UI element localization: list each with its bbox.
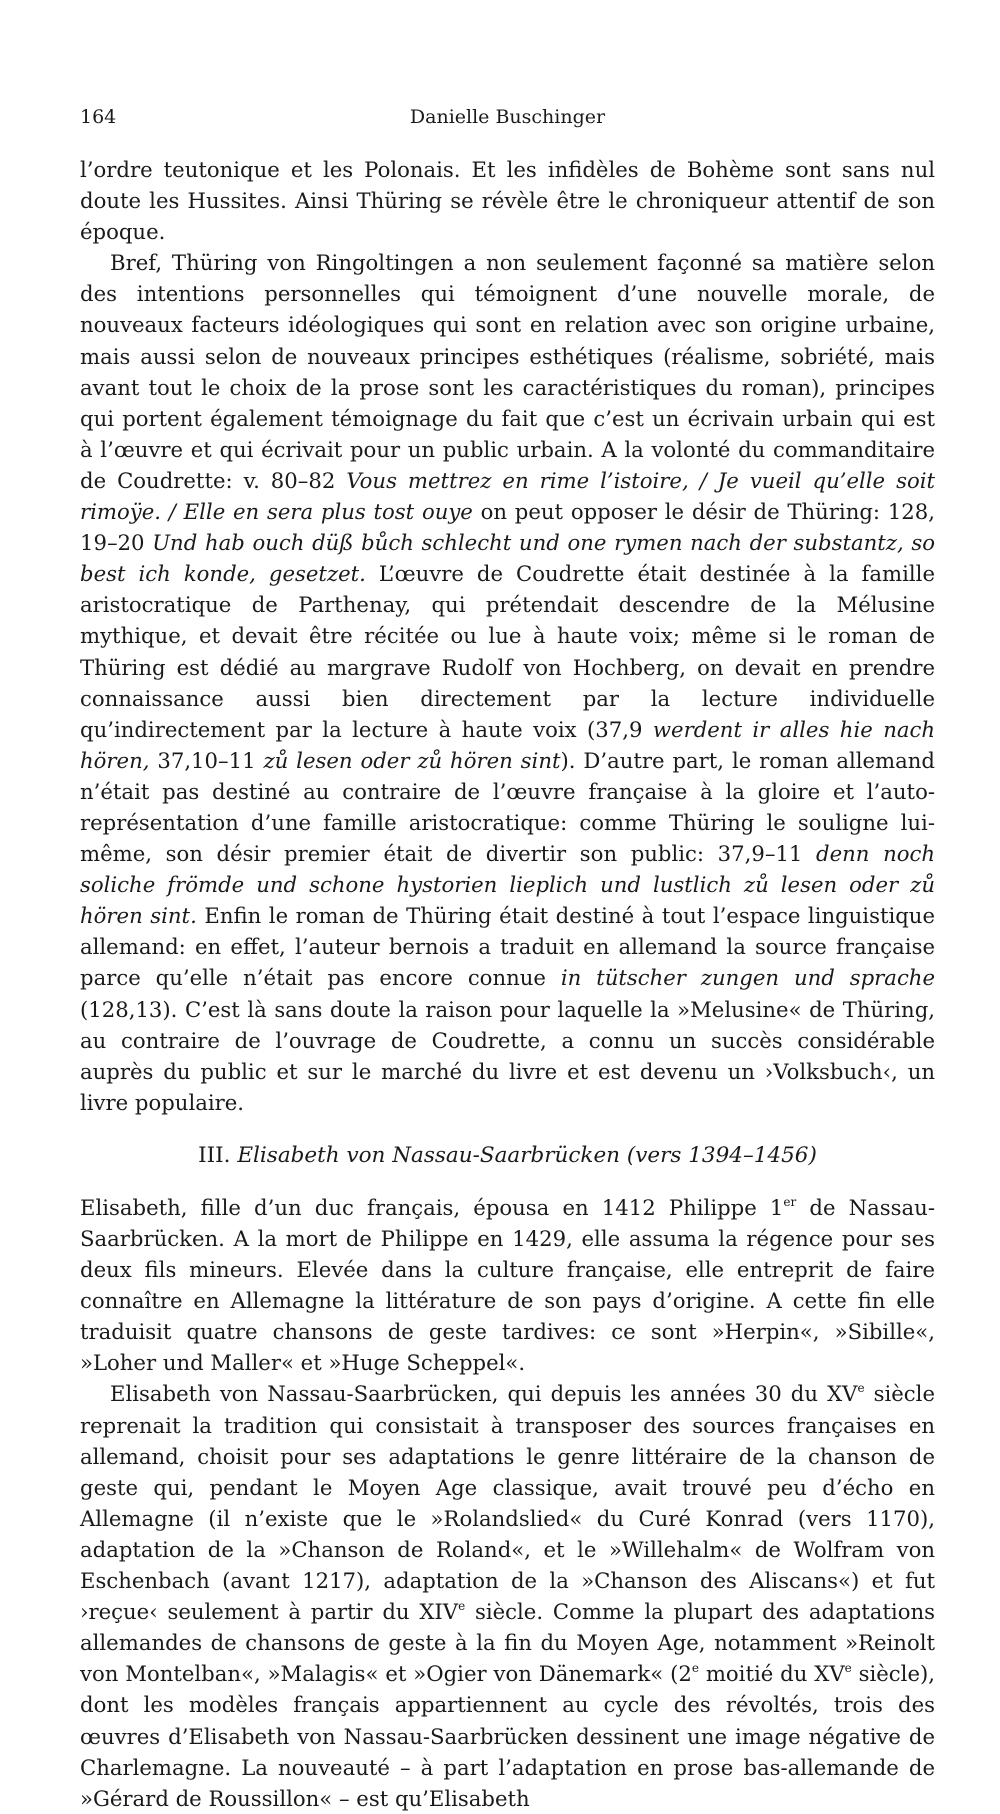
- text-run: L’œuvre de Coudrette était destinée à la famille aristocratique de Parthenay, qui prétendait descendre de la Mélusine mythique, et devait être récitée ou lue à haute voix; même si le roman de Thüring est dédié au margrave Rudolf von Hochberg, on devait en prendre connaissance aussi bien directement par la lecture individuelle qu’indirectement par la lecture à haute voix (37,9: [80, 561, 935, 742]
- superscript: e: [691, 1661, 699, 1676]
- section-heading: [80, 1140, 935, 1172]
- page-header: [80, 100, 935, 134]
- quotation-italic: werdent ir alles hie nach hören,: [80, 716, 935, 773]
- section-number: III.: [198, 1142, 231, 1168]
- paragraph-3: [80, 1192, 935, 1379]
- quotation-italic: Und hab ouch düß bůch schlecht und one rymen nach der substantz, so best ich konde, gesetzet.: [80, 530, 936, 587]
- text-run: de Nassau-Saarbrücken. A la mort de Philippe en 1429, elle assuma la régence pour ses deux fils mineurs. Elevée dans la culture française, elle entreprit de faire connaître en Allemagne la littérature de son pays d’origine. A cette fin elle traduisit quatre chansons de geste tardives: ce sont »Herpin«, »Sibille«, »Loher und Maller« et »Huge Scheppel«.: [80, 1194, 935, 1376]
- text-run: l’ordre teutonique et les Polonais. Et les infidèles de Bohème sont sans nul doute les Hussites. Ainsi Thüring se révèle être le chroniqueur attentif de son époque.: [80, 157, 935, 245]
- text-run: 37,10–11: [149, 747, 264, 773]
- text-run: moitié du XV: [698, 1661, 845, 1687]
- running-head: Danielle Buschinger: [409, 106, 606, 128]
- superscript: e: [844, 1661, 852, 1676]
- paragraph-2: [80, 247, 935, 1118]
- paragraph-1: [80, 154, 935, 247]
- superscript: e: [458, 1599, 466, 1614]
- text-run: Elisabeth, fille d’un duc français, épousa en 1412 Philippe 1: [80, 1194, 784, 1220]
- paragraph-4: [80, 1378, 935, 1813]
- body-text: [80, 154, 935, 1814]
- text-run: siècle), dont les modèles français appartiennent au cycle des révoltés, trois des œuvres d’Elisabeth von Nassau-Saarbrücken dessinent une image négative de Charlemagne. La nouveauté – à part l’adaptation en prose bas-allemande de »Gérard de Roussillon« – est qu’Elisabeth: [80, 1661, 935, 1811]
- text-run: ). D’autre part, le roman allemand n’était pas destiné au contraire de l’œuvre française à la gloire et l’auto-représentation d’une famille aristocratique: comme Thüring le souligne lui-même, son désir premier était de divertir son public: 37,9–11: [80, 747, 935, 867]
- section-title: Elisabeth von Nassau-Saarbrücken (vers 1394–1456): [237, 1142, 817, 1168]
- text-run: siècle. Comme la plupart des adaptations allemandes de chansons de geste à la fin du Moyen Age, notamment »Reinolt von Montelban«, »Malagis« et »Ogier von Dänemark« (2: [80, 1599, 935, 1687]
- quotation-italic: zů lesen oder zů hören sint: [263, 747, 561, 773]
- text-run: Bref, Thüring von Ringoltingen a non seulement façonné sa matière selon des intentions personnelles qui témoignent d’une nouvelle morale, de nouveaux facteurs idéologiques qui sont en relation avec son origine urbaine, mais aussi selon de nouveaux principes esthétiques (réalisme, sobriété, mais avant tout le choix de la prose sont les caractéristiques du roman), principes qui portent également témoignage du fait que c’est un écrivain urbain qui est à l’œuvre et qui écrivait pour un public urbain. A la volonté du commanditaire de Coudrette: v. 80–82: [80, 250, 935, 493]
- superscript: er: [783, 1194, 797, 1209]
- quotation-italic: in tütscher zungen und sprache: [560, 965, 935, 991]
- text-run: Elisabeth von Nassau-Saarbrücken, qui depuis les années 30 du XV: [110, 1381, 858, 1407]
- page-number: 164: [80, 106, 117, 128]
- superscript: e: [857, 1381, 865, 1396]
- text-run: (128,13). C’est là sans doute la raison pour laquelle la »Melusine« de Thüring, au contraire de l’ouvrage de Coudrette, a connu un succès considérable auprès du public et sur le marché du livre et est devenu un ›Volksbuch‹, un livre populaire.: [80, 996, 935, 1115]
- text-run: siècle reprenait la tradition qui consistait à transposer des sources françaises en allemand, choisit pour ses adaptations le genre littéraire de la chanson de geste qui, pendant le Moyen Age classique, avait trouvé peu d’écho en Allemagne (il n’existe que le »Rolandslied« du Curé Konrad (vers 1170), adaptation de la »Chanson de Roland«, et le »Willehalm« de Wolfram von Eschenbach (avant 1217), adaptation de la »Chanson des Aliscans«) et fut ›reçue‹ seulement à partir du XIV: [80, 1381, 935, 1625]
- text-run: on peut opposer le désir de Thüring: 128, 19–20: [80, 499, 935, 556]
- quotation-italic: denn noch soliche frömde und schone hystorien lieplich und lustlich zů lesen oder zů hören sint.: [80, 841, 935, 929]
- text-run: Enfin le roman de Thüring était destiné à tout l’espace linguistique allemand: en effet, l’auteur bernois a traduit en allemand la source française parce qu’elle n’était pas encore connue: [80, 903, 935, 991]
- quotation-italic: Vous mettrez en rime l’istoire, / Je vueil qu’elle soit rimoÿe. / Elle en sera plus tost ouye: [80, 467, 936, 525]
